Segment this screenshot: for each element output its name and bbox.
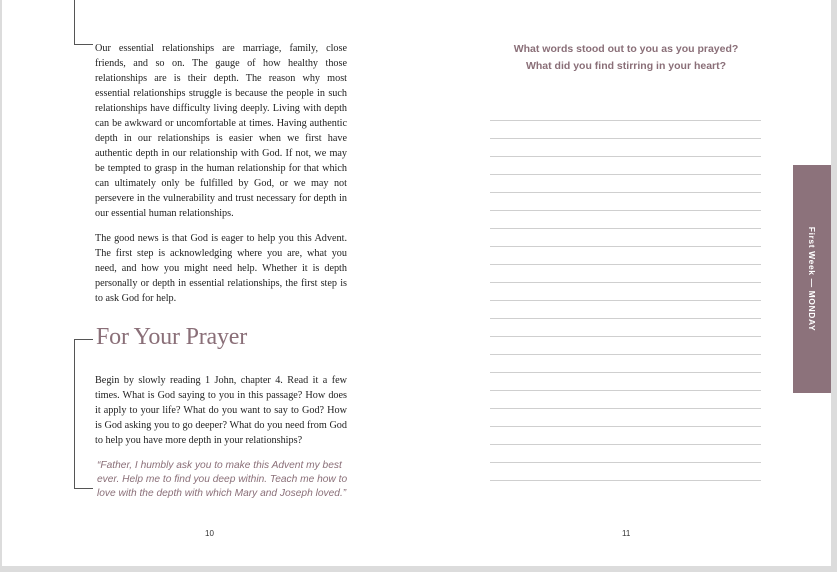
journal-line	[490, 391, 761, 409]
page-number-left: 10	[205, 529, 214, 538]
prayer-quote: “Father, I humbly ask you to make this Advent my best ever. Help me to find you deep within. Teach me how to love with the depth with which Mary and Joseph loved.”	[97, 460, 348, 499]
side-tab-label: First Week — MONDAY	[807, 226, 818, 332]
journal-line	[490, 319, 761, 337]
page-number-right: 11	[622, 529, 631, 538]
journal-line	[490, 139, 761, 157]
journal-line	[490, 265, 761, 283]
journal-line	[490, 373, 761, 391]
book-spread	[2, 0, 831, 566]
journal-line	[490, 355, 761, 373]
journal-line	[490, 301, 761, 319]
body-paragraph-1: Our essential relationships are marriage, family, close friends, and so on. The gauge of how healthy those relationships are is their depth. The reason why most essential relationships struggle is because the people in such relationships have difficulty living deeply. Living with depth can be awkward or uncomfortable at times. Having authentic depth in our relationships is easier when we first have authentic depth in our relationship with God. If not, we may be tempted to grasp in the human relationship for that which can ultimately only be fulfilled by God, or we may not persevere in the vulnerability and trust necessary for depth in our essential human relationships.	[95, 43, 347, 219]
chapter-side-tab	[793, 165, 831, 393]
journal-prompt-line-1: What words stood out to you as you prayed?	[513, 43, 739, 55]
prayer-bracket-decoration	[74, 339, 93, 489]
top-bracket-decoration	[74, 0, 93, 45]
section-heading: For Your Prayer	[96, 324, 248, 350]
prayer-instructions: Begin by slowly reading 1 John, chapter 4. Read it a few times. What is God saying to you in this passage? How does it apply to your life? What do you want to say to God? How is God asking you to go deeper? What do you need from God to help you have more depth in your relationships?	[95, 375, 347, 446]
journal-line	[490, 193, 761, 211]
journal-line	[490, 247, 761, 265]
journal-line	[490, 427, 761, 445]
journal-line	[490, 337, 761, 355]
journal-prompt	[480, 41, 772, 75]
journal-line	[490, 283, 761, 301]
journal-prompt-line-2: What did you find stirring in your heart?	[525, 60, 727, 72]
journal-line	[490, 229, 761, 247]
journal-writing-lines	[490, 103, 761, 481]
journal-line	[490, 463, 761, 481]
journal-line	[490, 175, 761, 193]
left-page	[2, 0, 418, 566]
journal-line	[490, 103, 761, 121]
journal-line	[490, 211, 761, 229]
journal-line	[490, 157, 761, 175]
right-page	[418, 0, 831, 566]
body-paragraph-2: The good news is that God is eager to help you this Advent. The first step is acknowledging where you are, what you need, and how you might need help. Whether it is depth personally or depth in essential relationships, the first step is to ask God for help.	[95, 233, 347, 304]
journal-line	[490, 121, 761, 139]
journal-line	[490, 445, 761, 463]
journal-line	[490, 409, 761, 427]
